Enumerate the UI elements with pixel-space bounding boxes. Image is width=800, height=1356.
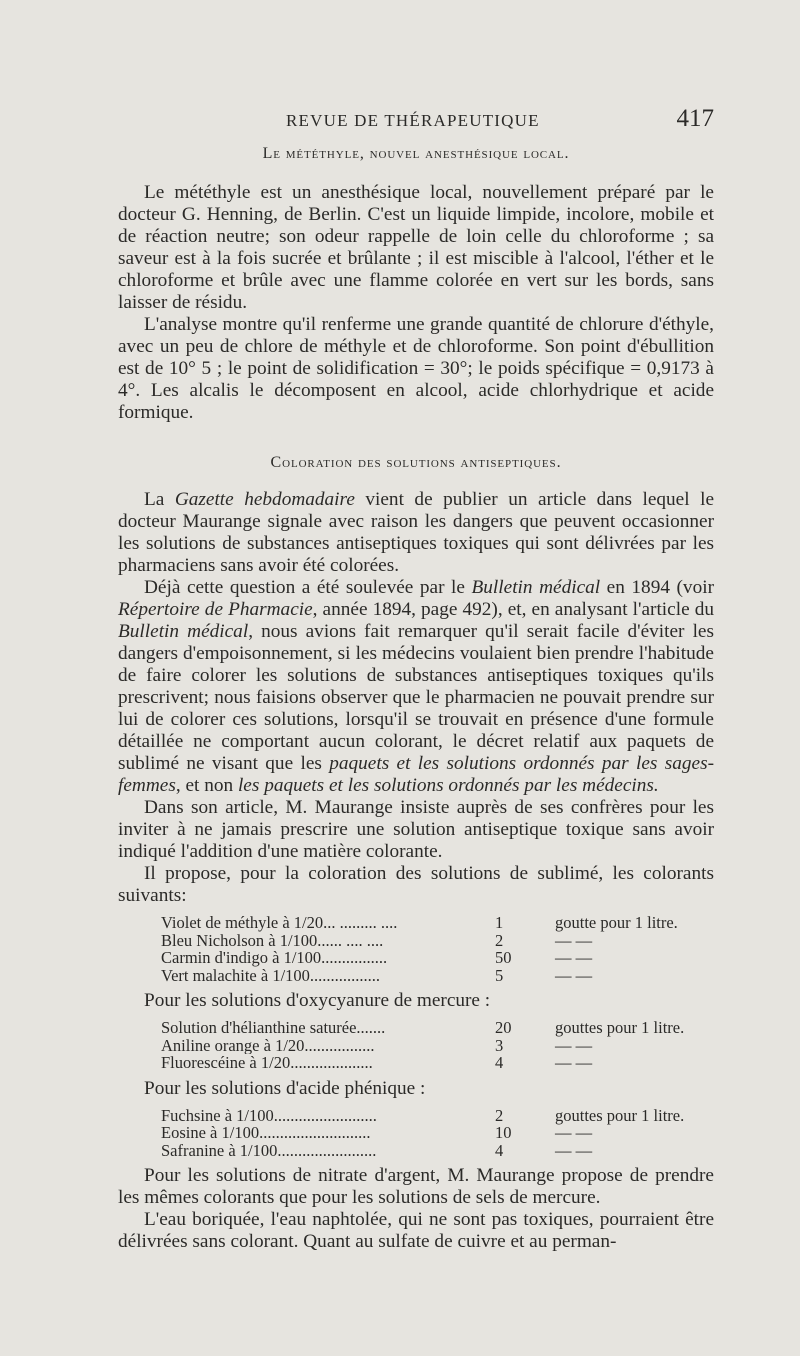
running-header (118, 104, 714, 140)
recipe-row: Vert malachite à 1/100................. 5 — — (161, 965, 593, 985)
running-title: REVUE DE THÉRAPEUTIQUE (286, 111, 540, 130)
recipe-row: Fluorescéine à 1/20.................... 4 — — (161, 1053, 593, 1072)
recipe-row: Eosine à 1/100........................... 10 — — (161, 1123, 593, 1142)
recipe-row: Aniline orange à 1/20................. 3 — — (161, 1035, 593, 1055)
recipe-row: Safranine à 1/100........................ 4 — — (161, 1140, 593, 1160)
section-heading-coloration: Coloration des solutions antiseptiques. (270, 454, 562, 471)
paragraph: Pour les solutions de nitrate d'argent, M. Maurange propose de prendre les mêmes colorants que pour les solutions de sels de mercure. (118, 1165, 714, 1208)
paragraph: Il propose, pour la coloration des solutions de sublimé, les colorants suivants: (118, 863, 714, 906)
paragraph: La Gazette hebdomadaire vient de publier un article dans lequel le docteur Maurange signale avec raison les dangers que peuvent occasionner les solutions de substances antiseptiques toxiques qui sont délivrées par les pharmaciens sans avoir été colorées. (118, 489, 714, 576)
recipe-row: Solution d'hélianthine saturée....... 20 gouttes pour 1 litre. (161, 1018, 685, 1037)
paragraph: L'eau boriquée, l'eau naphtolée, qui ne sont pas toxiques, pourraient être délivrées sans colorant. Quant au sulfate de cuivre et au perman- (118, 1209, 714, 1252)
recipe-row: Fuchsine à 1/100......................... 2 gouttes pour 1 litre. (161, 1105, 685, 1125)
section-heading-metethyle: Le météthyle, nouvel anesthésique local. (262, 145, 570, 162)
recipe-list-sublime (118, 914, 714, 984)
paragraph: Dans son article, M. Maurange insiste auprès de ses confrères pour les inviter à ne jamais prescrire une solution antiseptique toxique sans avoir indiqué l'addition d'une matière colorante. (118, 797, 714, 862)
recipe-list-phenique (118, 1107, 714, 1160)
page-number: 417 (676, 105, 714, 132)
paragraph: Déjà cette question a été soulevée par le Bulletin médical en 1894 (voir Répertoire de Pharmacie, année 1894, page 492), et, en analysant l'article du Bulletin médical, nous avions fait remarquer qu'il serait facile d'éviter les dangers d'empoisonnement, si les médecins voulaient bien prendre l'habitude de faire colorer les solutions de substances antiseptiques toxiques qu'ils prescrivent; nous faisions observer que le pharmacien ne pouvait prendre sur lui de colorer ces solutions, lorsqu'il se trouvait en présence d'une formule détaillée ne comportant aucun colorant, le décret relatif aux paquets de sublimé ne visant que les paquets et les solutions ordonnés par les sages-femmes, et non les paquets et les solutions ordonnés par les médecins. (118, 577, 714, 796)
recipe-list-oxycyanure (118, 1019, 714, 1072)
recipe-row: Violet de méthyle à 1/20... ......... .... 1 goutte pour 1 litre. (161, 913, 678, 932)
paragraph: Le météthyle est un anesthésique local, nouvellement préparé par le docteur G. Henning, de Berlin. C'est un liquide limpide, incolore, mobile et de réaction neutre; son odeur rappelle de loin celle du chloroforme ; sa saveur est à la fois sucrée et brûlante ; il est miscible à l'alcool, l'éther et le chloroforme et brûle avec une flamme colorée en vert sur les bords, sans laisser de résidu. (118, 182, 714, 313)
paragraph: L'analyse montre qu'il renferme une grande quantité de chlorure d'éthyle, avec un peu de chlore de méthyle et de chloroforme. Son point d'ébullition est de 10° 5 ; le point de solidification = 30°; le poids spécifique = 0,9173 à 4°. Les alcalis le décomposent en alcool, acide chlorhydrique et acide formique. (118, 314, 714, 423)
recipe-row: Carmin d'indigo à 1/100................ 50 — — (161, 948, 593, 967)
paragraph: Pour les solutions d'oxycyanure de mercure : (144, 990, 491, 1011)
page-body (118, 143, 714, 1253)
recipe-row: Bleu Nicholson à 1/100...... .... .... 2 — — (161, 930, 593, 950)
paragraph: Pour les solutions d'acide phénique : (144, 1077, 426, 1099)
